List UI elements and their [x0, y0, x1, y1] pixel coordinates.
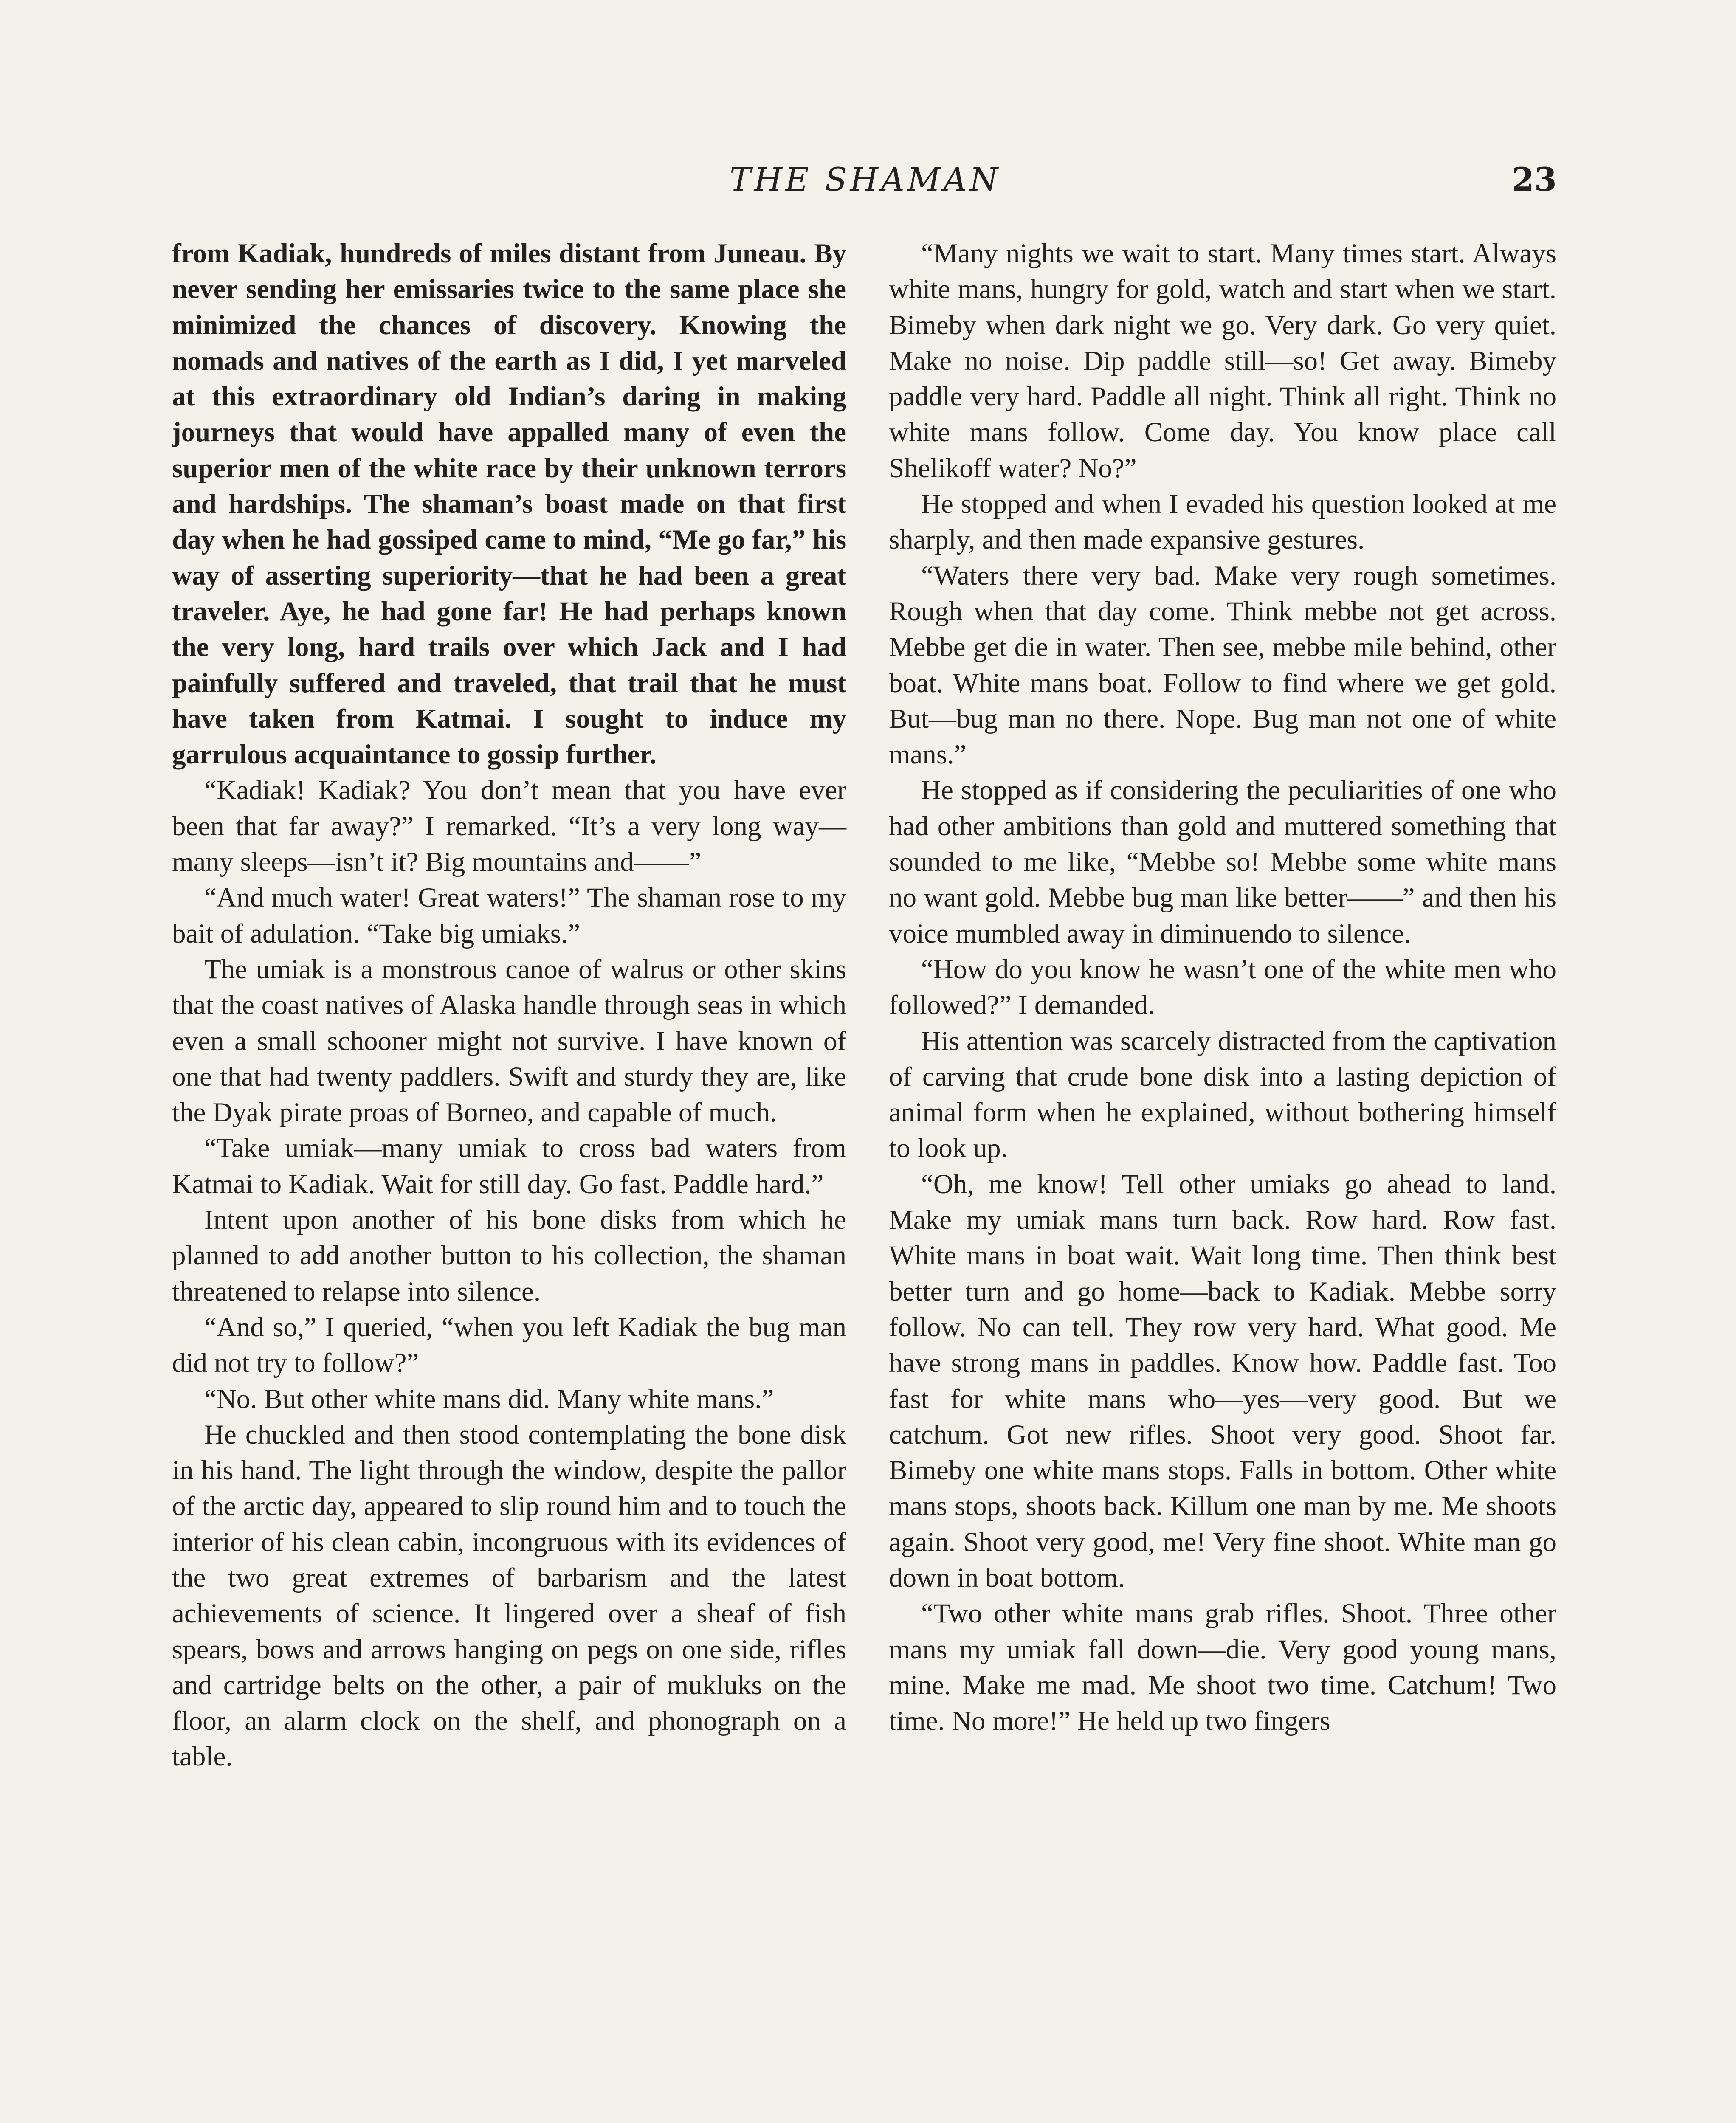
paragraph: His attention was scarcely distracted from the captivation of carving that crude bone disk into a lasting depiction of animal form when he explained, without bothering himself to look up. [889, 1025, 1556, 1164]
page-number: 23 [1512, 160, 1557, 198]
paragraph: “Two other white mans grab rifles. Shoot. Three other mans my umiak fall down—die. Very good young mans, mine. Make me mad. Me shoot two time. Catchum! Two time. No more!” He held up two fingers [889, 1598, 1556, 1737]
left-column [172, 236, 846, 1775]
paragraph: He stopped and when I evaded his question looked at me sharply, and then made expansive gestures. [889, 489, 1556, 555]
paragraph: Intent upon another of his bone disks from which he planned to add another button to his collection, the shaman threatened to relapse into silence. [172, 1205, 846, 1307]
paragraph: “And much water! Great waters!” The shaman rose to my bait of adulation. “Take big umiaks.” [172, 882, 846, 949]
paragraph: He stopped as if considering the peculiarities of one who had other ambitions than gold and muttered something that sounded to me like, “Mebbe so! Mebbe some white mans no want gold. Mebbe bug man like better——” and then his voice mumbled away in diminuendo to silence. [889, 775, 1556, 949]
paragraph: “Oh, me know! Tell other umiaks go ahead to land. Make my umiak mans turn back. Row hard. Row fast. White mans in boat wait. Wait long time. Then think best better turn and go home—back to Kadiak. Mebbe sorry follow. No can tell. They row very hard. What good. Me have strong mans in paddles. Know how. Paddle fast. Too fast for white mans who—yes—very good. But we catchum. Got new rifles. Shoot very good. Shoot far. Bimeby one white mans stops. Falls in bottom. Other white mans stops, shoots back. Killum one man by me. Me shoots again. Shoot very good, me! Very fine shoot. White man go down in boat bottom. [889, 1168, 1556, 1593]
paragraph: “No. But other white mans did. Many white mans.” [204, 1383, 774, 1414]
paragraph: He chuckled and then stood contemplating the bone disk in his hand. The light through the window, despite the pallor of the arctic day, appeared to slip round him and to touch the interior of his clean cabin, incongruous with its evidences of the two great extremes of barbarism and the latest achievements of science. It lingered over a sheaf of fish spears, bows and arrows hanging on pegs on one side, rifles and cartridge belts on the other, a pair of mukluks on the floor, an alarm clock on the shelf, and phonograph on a table. [172, 1419, 846, 1772]
paragraph: “Kadiak! Kadiak? You don’t mean that you have ever been that far away?” I remarked. “It’s a very long way—many sleeps—isn’t it? Big mountains and——” [172, 775, 846, 878]
paragraph: “Waters there very bad. Make very rough sometimes. Rough when that day come. Think mebbe not get across. Mebbe get die in water. Then see, mebbe mile behind, other boat. White mans boat. Follow to find where we get gold. But—bug man no there. Nope. Bug man not one of white mans.” [889, 560, 1556, 770]
paragraph: The umiak is a monstrous canoe of walrus or other skins that the coast natives of Alaska handle through seas in which even a small schooner might not survive. I have known of one that had twenty paddlers. Swift and sturdy they are, like the Dyak pirate proas of Borneo, and capable of much. [172, 954, 846, 1128]
paragraph: “Many nights we wait to start. Many times start. Always white mans, hungry for gold, watch and start when we start. Bimeby when dark night we go. Very dark. Go very quiet. Make no noise. Dip paddle still—so! Get away. Bimeby paddle very hard. Paddle all night. Think all right. Think no white mans follow. Come day. You know place call Shelikoff water? No?” [889, 238, 1556, 484]
page-title: THE SHAMAN [730, 160, 1001, 198]
right-column [889, 236, 1556, 1739]
paragraph: “And so,” I queried, “when you left Kadiak the bug man did not try to follow?” [172, 1312, 846, 1379]
paragraph: from Kadiak, hundreds of miles distant from Juneau. By never sending her emissaries twice to the same place she minimized the chances of discovery. Knowing the nomads and natives of the earth as I did, I yet marveled at this extraordinary old Indian’s daring in making journeys that would have appalled many of even the superior men of the white race by their unknown terrors and hardships. The shaman’s boast made on that first day when he had gossiped came to mind, “Me go far,” his way of asserting superiority—that he had been a great traveler. Aye, he had gone far! He had perhaps known the very long, hard trails over which Jack and I had painfully suffered and traveled, that trail that he must have taken from Katmai. I sought to induce my garrulous acquaintance to gossip further. [172, 238, 846, 770]
paragraph: “How do you know he wasn’t one of the white men who followed?” I demanded. [889, 954, 1556, 1021]
paragraph: “Take umiak—many umiak to cross bad waters from Katmai to Kadiak. Wait for still day. Go fast. Paddle hard.” [172, 1133, 846, 1199]
